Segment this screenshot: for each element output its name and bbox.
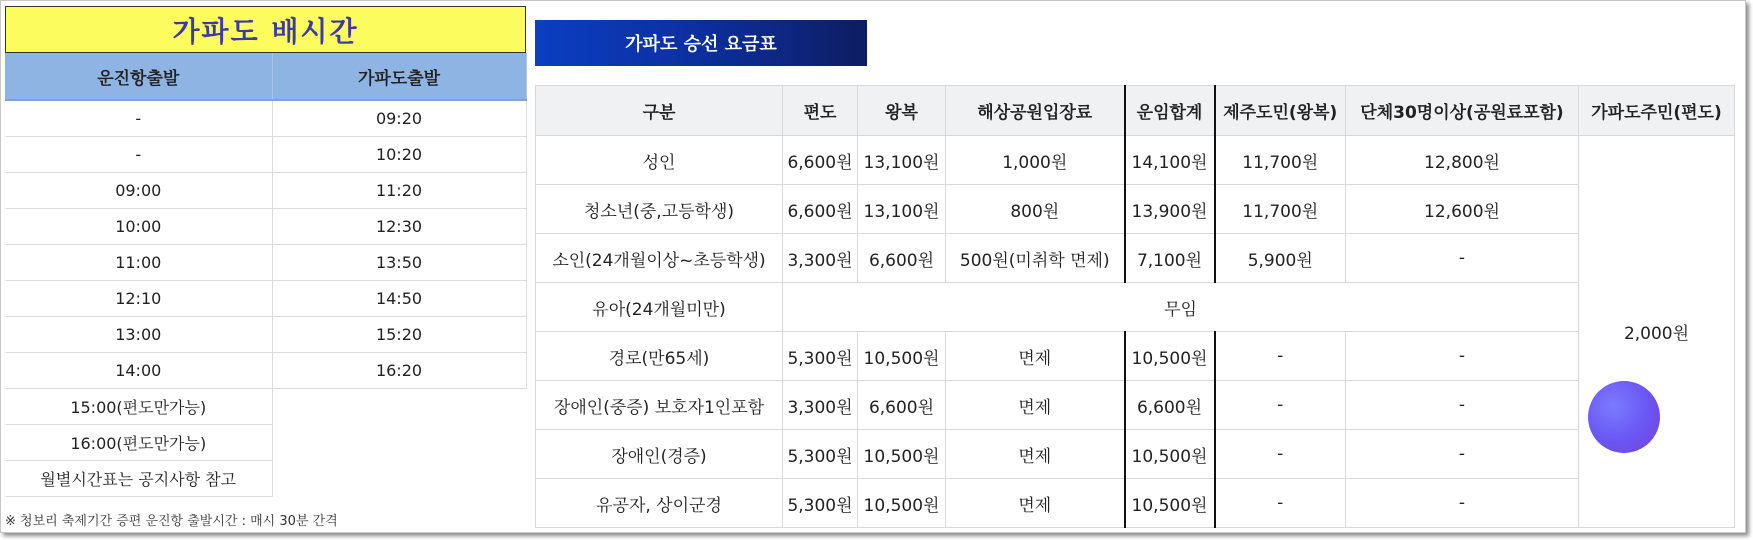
fare-cell: 11,700원	[1215, 185, 1346, 234]
table-row	[536, 136, 1735, 185]
fare-category: 유공자, 상이군경	[536, 479, 783, 528]
fare-category: 경로(만65세)	[536, 332, 783, 381]
fare-header-category: 구분	[536, 86, 783, 136]
table-row	[536, 381, 1735, 430]
free-fare-cell: 무임	[783, 283, 1579, 332]
fare-cell: 6,600원	[858, 381, 946, 430]
fare-header-total: 운임합계	[1125, 86, 1215, 136]
fare-cell: 13,100원	[858, 136, 946, 185]
fare-cell: 5,300원	[783, 479, 858, 528]
schedule-cell: 10:20	[272, 137, 526, 173]
table-row	[536, 234, 1735, 283]
table-row	[5, 137, 526, 173]
fare-header-park-fee: 해상공원입장료	[946, 86, 1125, 136]
fare-cell: -	[1215, 479, 1346, 528]
fare-header-row	[536, 86, 1735, 136]
fare-cell: -	[1346, 332, 1579, 381]
table-row	[536, 185, 1735, 234]
fare-total-cell: 7,100원	[1125, 234, 1215, 283]
table-row	[5, 461, 526, 497]
fare-cell: 5,900원	[1215, 234, 1346, 283]
empty-cell	[272, 389, 526, 425]
floating-action-button[interactable]	[1588, 381, 1660, 453]
table-row	[5, 245, 526, 281]
schedule-cell: -	[5, 137, 272, 173]
fare-total-cell: 13,900원	[1125, 185, 1215, 234]
fare-total-cell: 6,600원	[1125, 381, 1215, 430]
schedule-header-unjin: 운진항출발	[5, 53, 272, 100]
schedule-cell: 13:50	[272, 245, 526, 281]
fare-title: 가파도 승선 요금표	[535, 20, 867, 66]
empty-cell	[272, 461, 526, 497]
schedule-title: 가파도 배시간	[5, 6, 526, 53]
schedule-cell: 월별시간표는 공지사항 참고	[5, 461, 272, 497]
fare-cell: 10,500원	[858, 332, 946, 381]
fare-header-roundtrip: 왕복	[858, 86, 946, 136]
schedule-cell: -	[5, 100, 272, 137]
table-row	[536, 332, 1735, 381]
fare-cell: 11,700원	[1215, 136, 1346, 185]
schedule-cell: 15:20	[272, 317, 526, 353]
table-row	[536, 430, 1735, 479]
schedule-cell: 10:00	[5, 209, 272, 245]
empty-cell	[272, 425, 526, 461]
schedule-cell: 14:00	[5, 353, 272, 389]
schedule-cell: 12:30	[272, 209, 526, 245]
schedule-cell: 09:20	[272, 100, 526, 137]
fare-cell: -	[1346, 381, 1579, 430]
fare-cell: -	[1346, 430, 1579, 479]
resident-fare-cell: 2,000원	[1579, 136, 1735, 528]
schedule-note: ※ 청보리 축제기간 증편 운진항 출발시간 : 매시 30분 간격	[5, 514, 338, 529]
schedule-cell: 09:00	[5, 173, 272, 209]
fare-cell: 면제	[946, 332, 1125, 381]
fare-cell: 800원	[946, 185, 1125, 234]
fare-cell: 5,300원	[783, 332, 858, 381]
fare-category: 소인(24개월이상~초등학생)	[536, 234, 783, 283]
table-row	[5, 353, 526, 389]
schedule-cell: 15:00(편도만가능)	[5, 389, 272, 425]
fare-cell: -	[1346, 479, 1579, 528]
schedule-cell: 12:10	[5, 281, 272, 317]
fare-category: 청소년(중,고등학생)	[536, 185, 783, 234]
fare-cell: 5,300원	[783, 430, 858, 479]
fare-cell: 10,500원	[858, 479, 946, 528]
fare-cell: 1,000원	[946, 136, 1125, 185]
table-row	[5, 281, 526, 317]
fare-category: 성인	[536, 136, 783, 185]
fare-cell: 12,600원	[1346, 185, 1579, 234]
fare-category: 유아(24개월미만)	[536, 283, 783, 332]
table-row	[5, 389, 526, 425]
schedule-cell: 11:20	[272, 173, 526, 209]
fare-cell: 면제	[946, 479, 1125, 528]
fare-cell: 12,800원	[1346, 136, 1579, 185]
fare-cell: -	[1215, 381, 1346, 430]
schedule-header-row	[5, 53, 526, 100]
fare-total-cell: 10,500원	[1125, 430, 1215, 479]
fare-table	[535, 85, 1735, 528]
schedule-header-gapado: 가파도출발	[272, 53, 526, 100]
fare-cell: 500원(미취학 면제)	[946, 234, 1125, 283]
schedule-cell: 14:50	[272, 281, 526, 317]
table-row	[536, 479, 1735, 528]
fare-header-gapado-resident: 가파도주민(편도)	[1579, 86, 1735, 136]
fare-cell: 3,300원	[783, 234, 858, 283]
fare-cell: 3,300원	[783, 381, 858, 430]
table-row	[5, 209, 526, 245]
table-row	[5, 173, 526, 209]
table-row	[5, 317, 526, 353]
fare-cell: 면제	[946, 430, 1125, 479]
fare-cell: 6,600원	[858, 234, 946, 283]
fare-category: 장애인(경증)	[536, 430, 783, 479]
schedule-cell: 13:00	[5, 317, 272, 353]
table-row	[5, 100, 526, 137]
fare-total-cell: 10,500원	[1125, 332, 1215, 381]
schedule-cell: 11:00	[5, 245, 272, 281]
fare-category: 장애인(중증) 보호자1인포함	[536, 381, 783, 430]
fare-cell: 6,600원	[783, 185, 858, 234]
fare-total-cell: 14,100원	[1125, 136, 1215, 185]
table-row	[536, 283, 1735, 332]
fare-cell: 13,100원	[858, 185, 946, 234]
schedule-cell: 16:20	[272, 353, 526, 389]
fare-total-cell: 10,500원	[1125, 479, 1215, 528]
fare-cell: 10,500원	[858, 430, 946, 479]
fare-cell: -	[1346, 234, 1579, 283]
fare-cell: -	[1215, 430, 1346, 479]
fare-header-jeju-resident: 제주도민(왕복)	[1215, 86, 1346, 136]
fare-cell: 면제	[946, 381, 1125, 430]
fare-cell: -	[1215, 332, 1346, 381]
schedule-cell: 16:00(편도만가능)	[5, 425, 272, 461]
fare-header-group: 단체30명이상(공원료포함)	[1346, 86, 1579, 136]
fare-header-oneway: 편도	[783, 86, 858, 136]
fare-cell: 6,600원	[783, 136, 858, 185]
schedule-table	[5, 53, 527, 497]
table-row	[5, 425, 526, 461]
